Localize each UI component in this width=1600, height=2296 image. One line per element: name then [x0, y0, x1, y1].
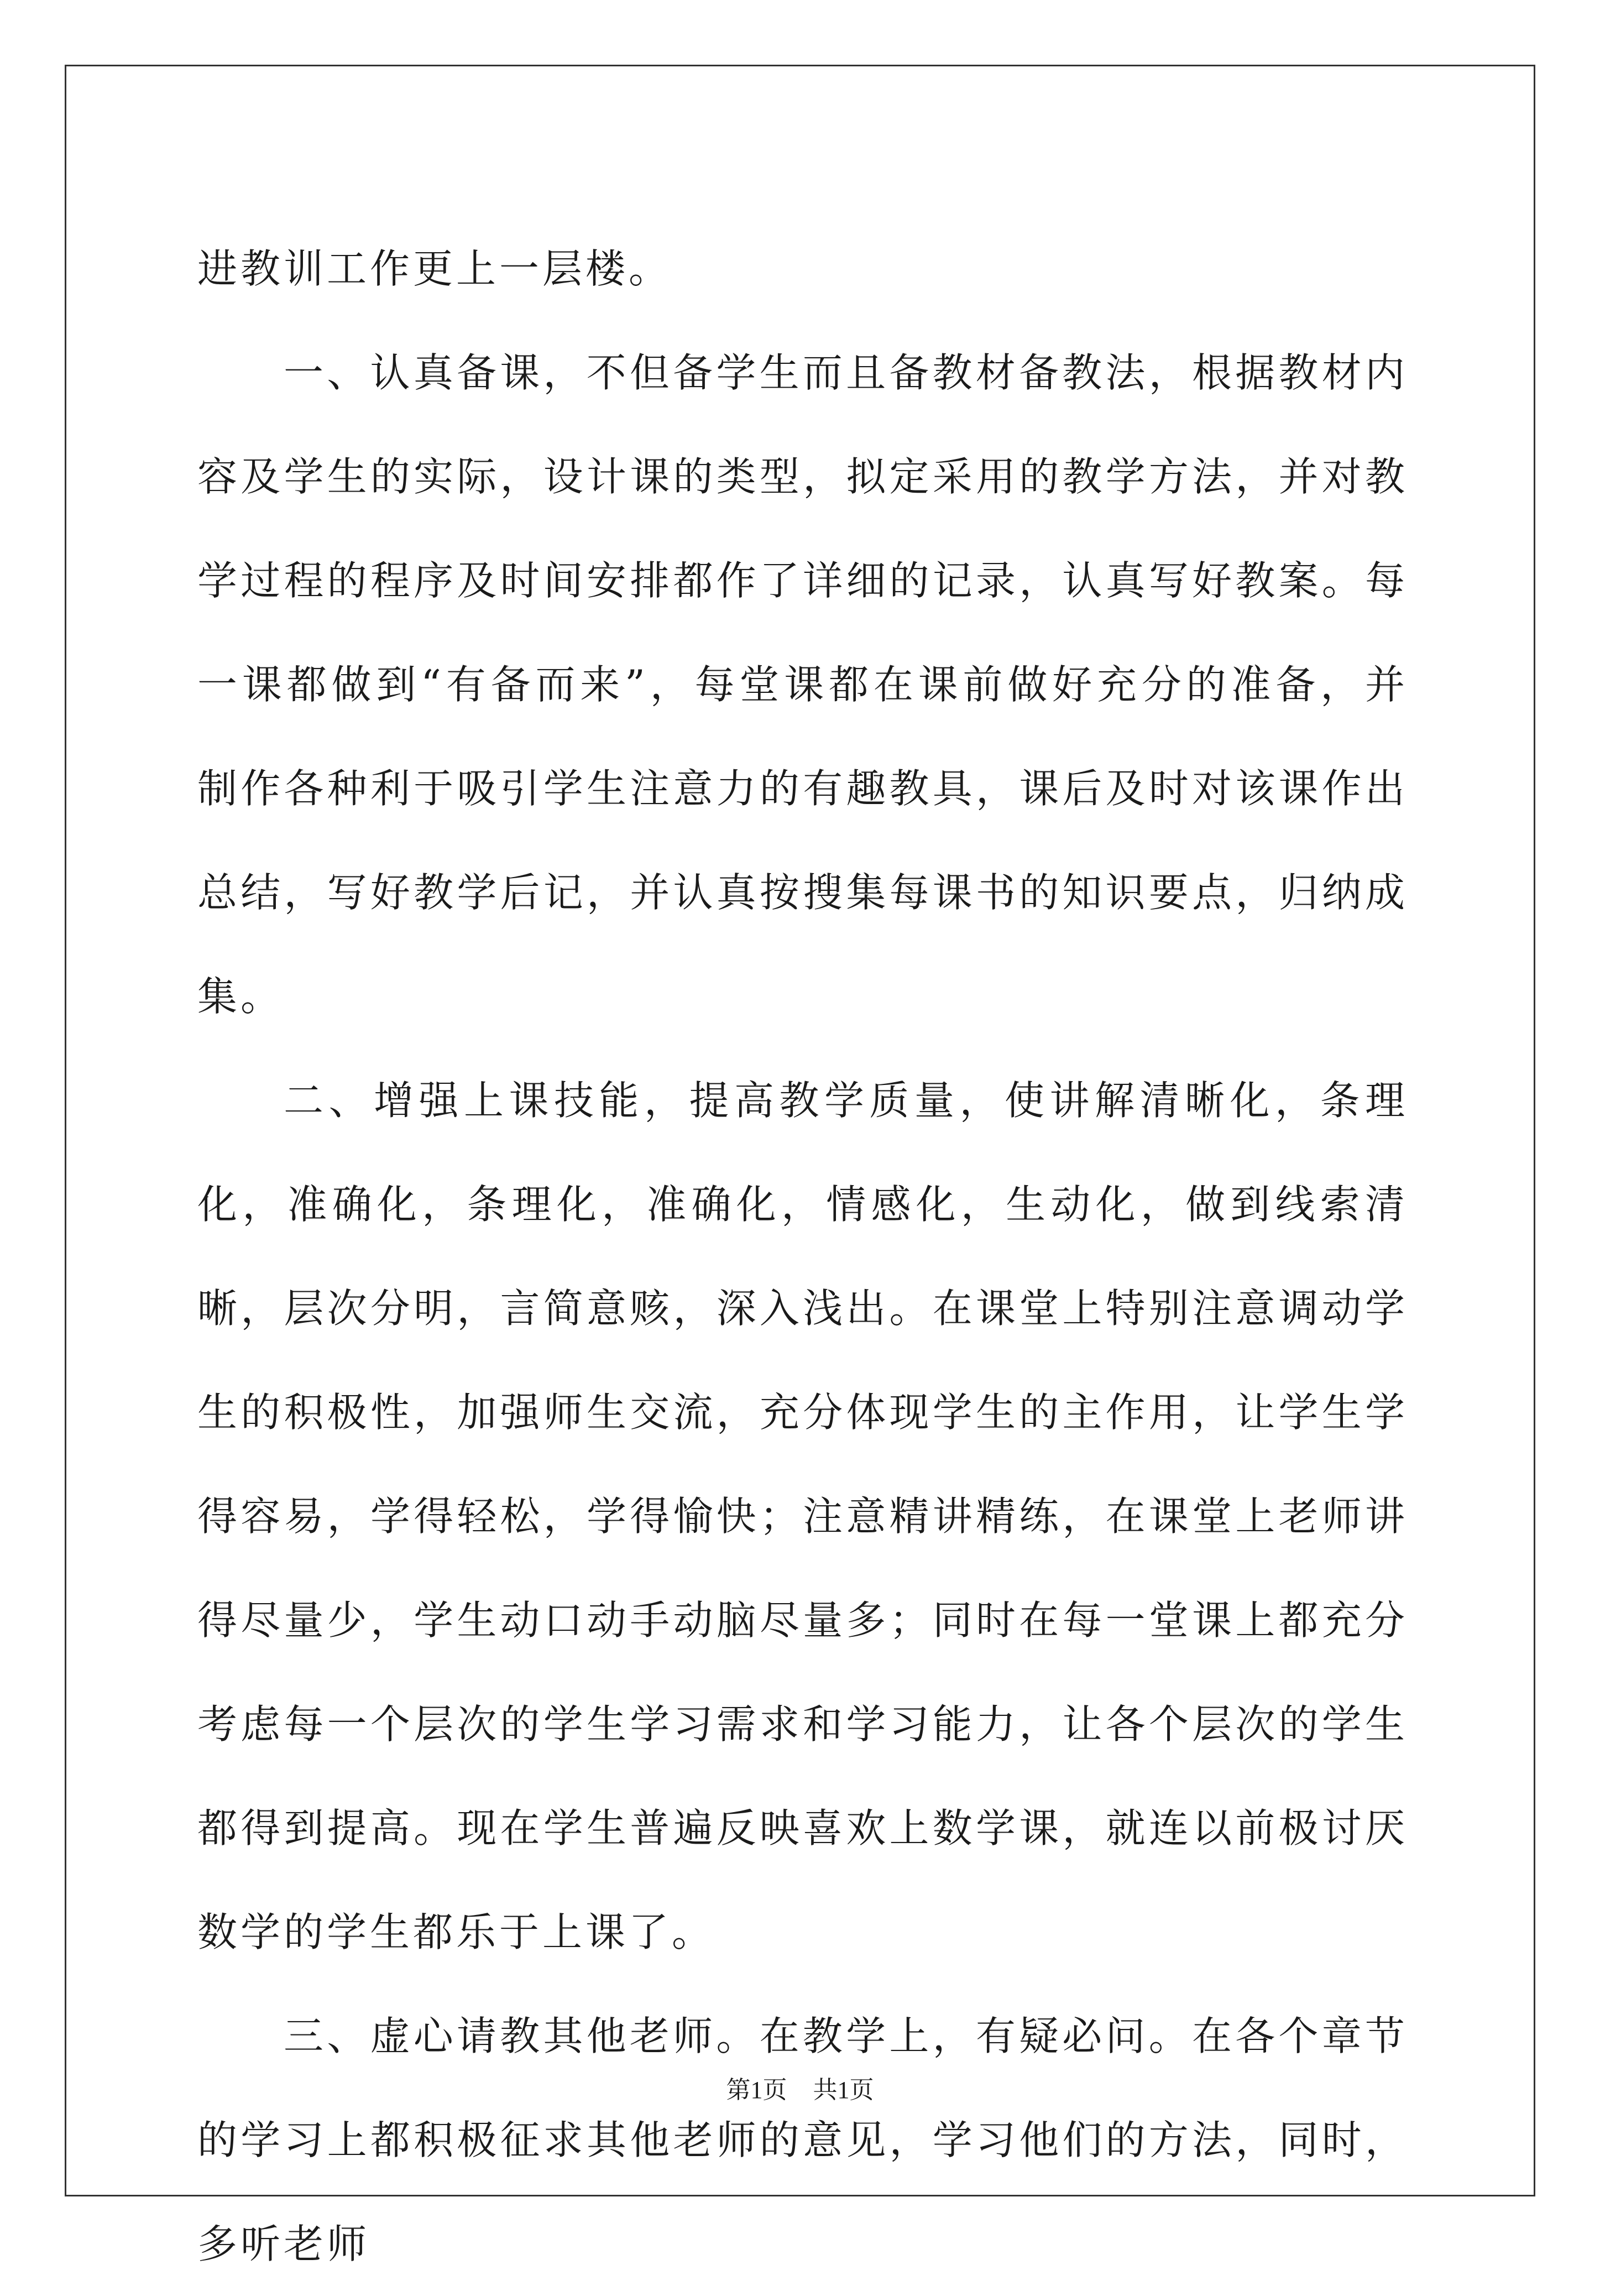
page-footer [0, 2074, 1600, 2107]
document-body [197, 217, 1408, 2296]
paragraph-section-two: 二、增强上课技能，提高教学质量，使讲解清晰化，条理化，准确化，条理化，准确化，情感化，生动化，做到线索清晰，层次分明，言简意赅，深入浅出。在课堂上特别注意调动学生的积极性，加强师生交流，充分体现学生的主作用，让学生学得容易，学得轻松，学得愉快；注意精讲精练，在课堂上老师讲得尽量少，学生动口动手动脑尽量多；同时在每一堂课上都充分考虑每一个层次的学生学习需求和学习能力，让各个层次的学生都得到提高。现在学生普遍反映喜欢上数学课，就连以前极讨厌数学的学生都乐于上课了。 [197, 1077, 1408, 1955]
paragraph-section-one: 一、认真备课，不但备学生而且备教材备教法，根据教材内容及学生的实际，设计课的类型，拟定采用的教学方法，并对教学过程的程序及时间安排都作了详细的记录，认真写好教案。每一课都做到“有备而来”，每堂课都在课前做好充分的准备，并制作各种利于吸引学生注意力的有趣教具，课后及时对该课作出总结，写好教学后记，并认真按搜集每课书的知识要点，归纳成集。 [197, 349, 1408, 1020]
paragraph-continuation: 进教训工作更上一层楼。 [197, 246, 672, 292]
page-total: 共1页 [813, 2076, 874, 2104]
page-number: 第1页 [726, 2076, 787, 2104]
paragraph-section-three: 三、虚心请教其他老师。在教学上，有疑必问。在各个章节的学习上都积极征求其他老师的意见，学习他们的方法，同时，多听老师 [197, 2013, 1408, 2267]
